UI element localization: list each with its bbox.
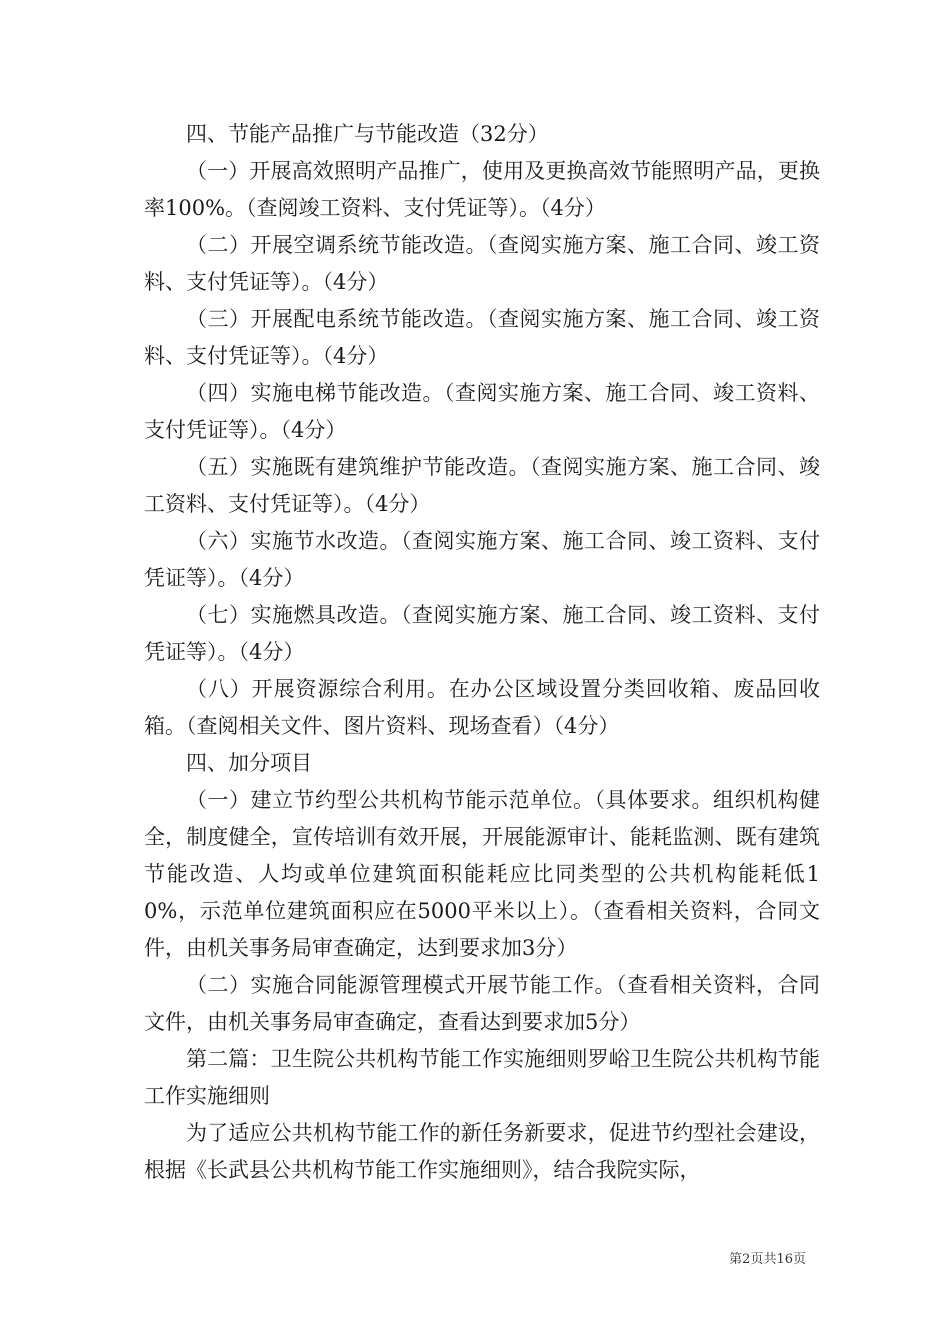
paragraph-item-6: （六）实施节水改造。（查阅实施方案、施工合同、竣工资料、支付凭证等）。（4分） [144, 529, 820, 590]
paragraph-item-7: （七）实施燃具改造。（查阅实施方案、施工合同、竣工资料、支付凭证等）。（4分） [144, 603, 820, 664]
paragraph-bonus-2: （二）实施合同能源管理模式开展节能工作。（查看相关资料，合同文件，由机关事务局审查确定，查看达到要求加5分） [144, 973, 820, 1034]
paragraph-item-5: （五）实施既有建筑维护节能改造。（查阅实施方案、施工合同、竣工资料、支付凭证等）。（4分） [144, 455, 820, 516]
paragraph-intro: 为了适应公共机构节能工作的新任务新要求，促进节约型社会建设，根据《长武县公共机构节能工作实施细则》，结合我院实际， [144, 1121, 820, 1182]
paragraph-item-2: （二）开展空调系统节能改造。（查阅实施方案、施工合同、竣工资料、支付凭证等）。（4分） [144, 233, 820, 294]
paragraph-item-3: （三）开展配电系统节能改造。（查阅实施方案、施工合同、竣工资料、支付凭证等）。（4分） [144, 307, 820, 368]
chapter-title-second: 第二篇：卫生院公共机构节能工作实施细则罗峪卫生院公共机构节能工作实施细则 [144, 1047, 820, 1108]
section-heading-bonus: 四、加分项目 [186, 751, 312, 775]
paragraph-item-1: （一）开展高效照明产品推广，使用及更换高效节能照明产品，更换率100%。（查阅竣工资料、支付凭证等）。（4分） [144, 159, 820, 220]
paragraph-item-8: （八）开展资源综合利用。在办公区域设置分类回收箱、废品回收箱。（查阅相关文件、图片资料、现场查看）（4分） [144, 677, 820, 738]
paragraph-item-4: （四）实施电梯节能改造。（查阅实施方案、施工合同、竣工资料、支付凭证等）。（4分） [144, 381, 820, 442]
section-heading-energy-products: 四、节能产品推广与节能改造（32分） [186, 122, 549, 146]
document-body [144, 116, 820, 1189]
paragraph-bonus-1: （一）建立节约型公共机构节能示范单位。（具体要求。组织机构健全，制度健全，宣传培训有效开展，开展能源审计、能耗监测、既有建筑节能改造、人均或单位建筑面积能耗应比同类型的公共机构能耗低10%，示范单位建筑面积应在5000平米以上）。（查看相关资料，合同文件，由机关事务局审查确定，达到要求加3分） [144, 788, 820, 960]
page-number: 第2页共16页 [729, 1252, 806, 1267]
